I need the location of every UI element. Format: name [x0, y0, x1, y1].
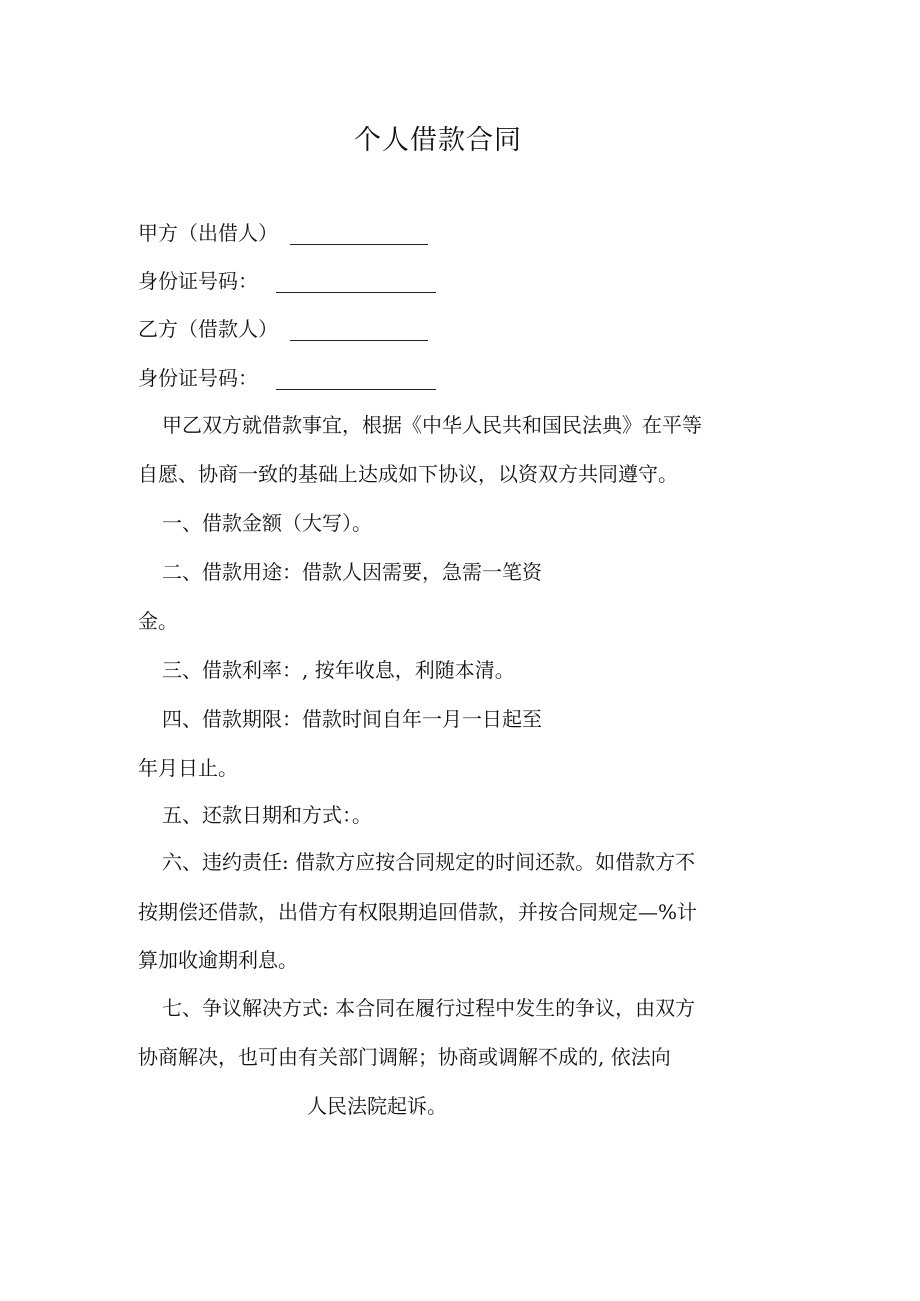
- lender-field-row: [138, 221, 428, 245]
- clause-term-line-2: 年月日止。: [138, 756, 238, 780]
- clause-dispute-line-1: 七、争议解决方式: 本合同在履行过程中发生的争议，由双方: [162, 996, 696, 1020]
- clause-term-line-1: 四、借款期限：借款时间自年一月一日起至: [162, 707, 542, 731]
- borrower-blank[interactable]: [290, 322, 428, 341]
- document-title: 个人借款合同: [354, 125, 522, 156]
- clause-dispute-line-2: 协商解决，也可由有关部门调解；协商或调解不成的, 依法向: [138, 1045, 671, 1069]
- clause-breach-line-3: 算加收逾期利息。: [138, 948, 298, 972]
- borrower-id-blank[interactable]: [276, 371, 436, 390]
- preamble-line-2: 自愿、协商一致的基础上达成如下协议，以资双方共同遵守。: [138, 462, 678, 486]
- clause-interest: 三、借款利率：, 按年收息，利随本清。: [162, 658, 515, 682]
- preamble-line-1: 甲乙双方就借款事宜，根据《中华人民共和国民法典》在平等: [162, 413, 702, 437]
- borrower-id-label: 身份证号码：: [138, 366, 258, 390]
- lender-id-blank[interactable]: [276, 274, 436, 293]
- lender-id-field-row: [138, 269, 436, 293]
- clause-dispute-line-3: 人民法院起诉。: [307, 1094, 447, 1118]
- lender-label: 甲方（出借人）: [138, 221, 278, 245]
- clause-breach-line-1: 六、违约责任: 借款方应按合同规定的时间还款。如借款方不: [162, 850, 696, 874]
- clause-purpose-line-2: 金。: [138, 609, 178, 633]
- clause-amount: 一、借款金额（大写）。: [162, 511, 372, 535]
- lender-id-label: 身份证号码：: [138, 269, 258, 293]
- clause-purpose-line-1: 二、借款用途：借款人因需要，急需一笔资: [162, 560, 542, 584]
- lender-blank[interactable]: [290, 226, 428, 245]
- clause-breach-line-2: 按期偿还借款，出借方有权限期追回借款，并按合同规定—%计: [138, 900, 698, 924]
- borrower-label: 乙方（借款人）: [138, 317, 278, 341]
- borrower-field-row: [138, 317, 428, 341]
- borrower-id-field-row: [138, 366, 436, 390]
- clause-repayment: 五、还款日期和方式：。: [162, 803, 372, 827]
